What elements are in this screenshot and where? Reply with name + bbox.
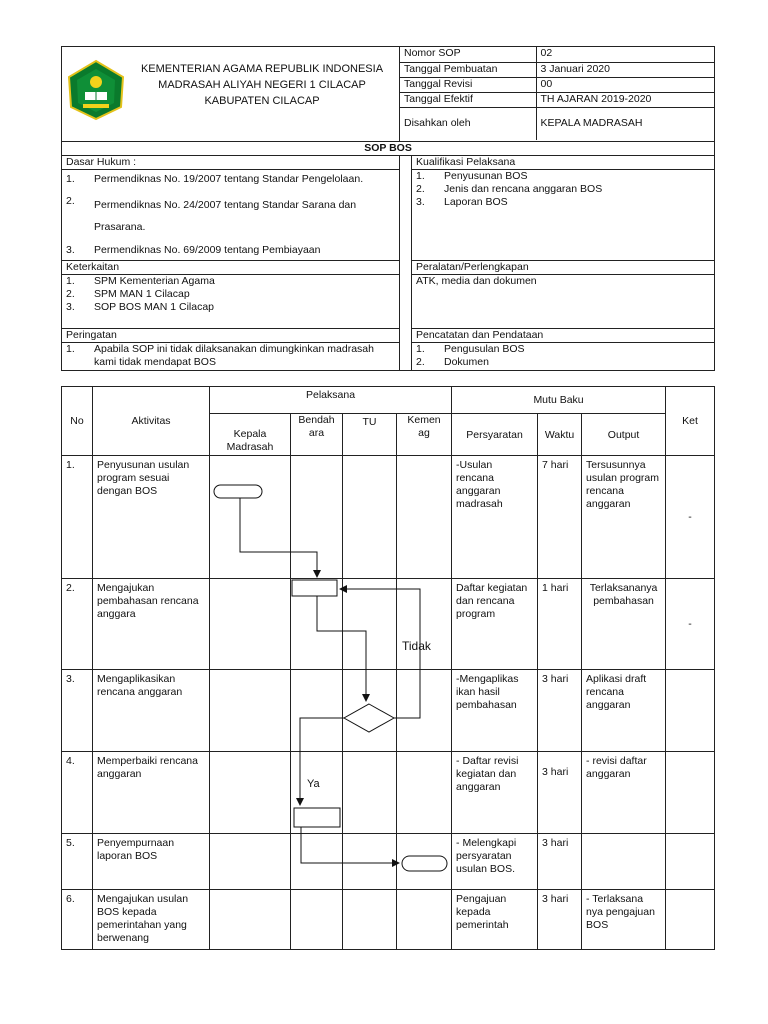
row-persyaratan: -Mengaplikas ikan hasil pembahasan bbox=[452, 670, 538, 752]
row-persyaratan: Daftar kegiatan dan rencana program bbox=[452, 579, 538, 670]
row-ket: - bbox=[666, 456, 715, 579]
col-mutu-header: Mutu Baku bbox=[452, 387, 666, 414]
row-aktivitas: Mengajukan pembahasan rencana anggara bbox=[93, 579, 210, 670]
list-item: 3. SOP BOS MAN 1 Cilacap bbox=[66, 301, 215, 313]
keterkaitan-list bbox=[62, 275, 400, 329]
row-waktu: 3 hari bbox=[538, 834, 582, 890]
row-aktivitas: Mengaplikasikan rencana anggaran bbox=[93, 670, 210, 752]
row-waktu: 3 hari bbox=[538, 890, 582, 950]
table-row bbox=[62, 752, 715, 834]
col-kemenag-header: Kemen ag bbox=[397, 414, 452, 456]
col-aktivitas-header: Aktivitas bbox=[93, 387, 210, 456]
col-bendahara-header: Bendah ara bbox=[291, 414, 343, 456]
list-item: 1. Pengusulan BOS bbox=[416, 343, 525, 355]
label-tidak: Tidak bbox=[402, 639, 431, 653]
meta-label: Nomor SOP bbox=[400, 47, 536, 62]
meta-value: 3 Januari 2020 bbox=[536, 62, 714, 77]
list-item: 1. Apabila SOP ini tidak dilaksanakan dimungkinkan madrasah kami tidak mendapat BOS bbox=[66, 343, 374, 368]
row-output: Tersusunnya usulan program rencana anggaran bbox=[582, 456, 666, 579]
meta-label: Disahkan oleh bbox=[400, 107, 536, 140]
row-output: - Terlaksana nya pengajuan BOS bbox=[582, 890, 666, 950]
col-ket-header: Ket bbox=[666, 387, 715, 456]
org-block bbox=[62, 47, 400, 142]
row-no: 2. bbox=[62, 579, 93, 670]
label-ya: Ya bbox=[307, 778, 320, 790]
table-row bbox=[62, 579, 715, 670]
dasar-hukum-list bbox=[62, 170, 400, 261]
list-item: 1. SPM Kementerian Agama bbox=[66, 275, 215, 287]
row-persyaratan: - Daftar revisi kegiatan dan anggaran bbox=[452, 752, 538, 834]
table-row bbox=[62, 890, 715, 950]
list-item: 3. Laporan BOS bbox=[416, 196, 508, 208]
row-aktivitas: Memperbaiki rencana anggaran bbox=[93, 752, 210, 834]
col-pelaksana-header: Pelaksana bbox=[210, 387, 452, 414]
col-no-header: No bbox=[62, 387, 93, 456]
org-line-1: KEMENTERIAN AGAMA REPUBLIK INDONESIA bbox=[140, 63, 384, 75]
row-ket: - bbox=[666, 579, 715, 670]
row-waktu: 3 hari bbox=[538, 752, 582, 834]
row-aktivitas: Penyusunan usulan program sesuai dengan BOS bbox=[93, 456, 210, 579]
list-item: 1. Penyusunan BOS bbox=[416, 170, 528, 182]
sop-header-table bbox=[61, 46, 715, 371]
dasar-hukum-title: Dasar Hukum : bbox=[62, 156, 400, 170]
meta-label: Tanggal Pembuatan bbox=[400, 62, 536, 77]
meta-value: 00 bbox=[536, 77, 714, 92]
row-waktu: 1 hari bbox=[538, 579, 582, 670]
list-item: 1. Permendiknas No. 19/2007 tentang Standar Pengelolaan. bbox=[66, 173, 364, 185]
list-item: 2. Dokumen bbox=[416, 356, 489, 368]
list-item: 2. Permendiknas No. 24/2007 tentang Standar Sarana dan Prasarana. bbox=[66, 195, 357, 233]
pencatatan-list bbox=[412, 343, 715, 371]
list-item: 2. SPM MAN 1 Cilacap bbox=[66, 288, 190, 300]
row-persyaratan: Pengajuan kepada pemerintah bbox=[452, 890, 538, 950]
table-row bbox=[62, 456, 715, 579]
meta-value: KEPALA MADRASAH bbox=[536, 107, 714, 140]
peringatan-list bbox=[62, 343, 400, 371]
peralatan-text: ATK, media dan dokumen bbox=[412, 275, 715, 329]
meta-value: TH AJARAN 2019-2020 bbox=[536, 92, 714, 107]
row-output: Terlaksananya pembahasan bbox=[582, 579, 666, 670]
row-output: Aplikasi draft rencana anggaran bbox=[582, 670, 666, 752]
row-no: 1. bbox=[62, 456, 93, 579]
org-line-2: MADRASAH ALIYAH NEGERI 1 CILACAP bbox=[158, 79, 366, 91]
meta-value: 02 bbox=[536, 47, 714, 62]
flow-table bbox=[61, 386, 715, 950]
peringatan-title: Peringatan bbox=[62, 329, 400, 343]
table-row bbox=[62, 670, 715, 752]
col-waktu-header: Waktu bbox=[538, 414, 582, 456]
col-output-header: Output bbox=[582, 414, 666, 456]
row-persyaratan: - Melengkapi persyaratan usulan BOS. bbox=[452, 834, 538, 890]
row-waktu: 3 hari bbox=[538, 670, 582, 752]
kualifikasi-list bbox=[412, 170, 715, 261]
org-line-3: KABUPATEN CILACAP bbox=[204, 95, 320, 107]
sop-title: SOP BOS bbox=[62, 142, 715, 156]
row-no: 6. bbox=[62, 890, 93, 950]
kualifikasi-title: Kualifikasi Pelaksana bbox=[412, 156, 715, 170]
row-persyaratan: -Usulan rencana anggaran madrasah bbox=[452, 456, 538, 579]
meta-label: Tanggal Revisi bbox=[400, 77, 536, 92]
col-kepala-header: Kepala Madrasah bbox=[210, 414, 291, 456]
row-no: 4. bbox=[62, 752, 93, 834]
pencatatan-title: Pencatatan dan Pendataan bbox=[412, 329, 715, 343]
row-aktivitas: Penyempurnaan laporan BOS bbox=[93, 834, 210, 890]
row-aktivitas: Mengajukan usulan BOS kepada pemerintahan yang berwenang bbox=[93, 890, 210, 950]
row-no: 3. bbox=[62, 670, 93, 752]
peralatan-title: Peralatan/Perlengkapan bbox=[412, 261, 715, 275]
col-persyaratan-header: Persyaratan bbox=[452, 414, 538, 456]
row-no: 5. bbox=[62, 834, 93, 890]
row-output: - revisi daftar anggaran bbox=[582, 752, 666, 834]
row-waktu: 7 hari bbox=[538, 456, 582, 579]
sop-meta-table bbox=[400, 47, 714, 140]
kemenag-logo bbox=[65, 59, 127, 121]
keterkaitan-title: Keterkaitan bbox=[62, 261, 400, 275]
table-row bbox=[62, 834, 715, 890]
list-item: 2. Jenis dan rencana anggaran BOS bbox=[416, 183, 603, 195]
meta-label: Tanggal Efektif bbox=[400, 92, 536, 107]
col-tu-header: TU bbox=[343, 414, 397, 456]
list-item: 3. Permendiknas No. 69/2009 tentang Pembiayaan bbox=[66, 244, 321, 256]
